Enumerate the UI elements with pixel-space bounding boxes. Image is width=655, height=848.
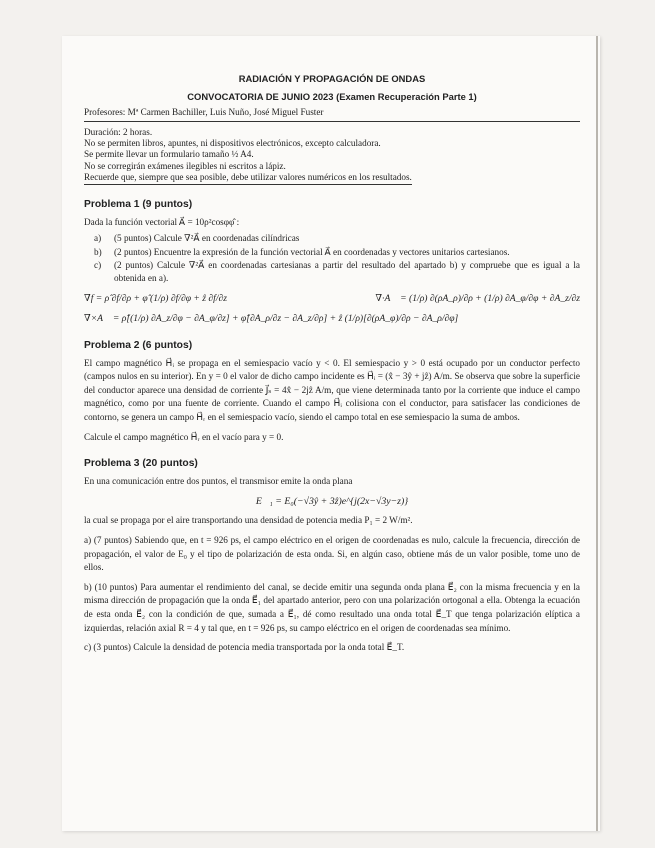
curl-formula: ∇×A⃗ = ρ̂[(1/ρ) ∂A_z/∂φ − ∂A_φ/∂z] + φ̂[∂A_ρ/∂z − ∂A_z/∂ρ] + ẑ (1/ρ)[∂(ρA_φ)/∂ρ − ∂A_ρ/∂φ] <box>84 312 459 324</box>
problem-1-heading: Problema 1 (9 puntos) <box>84 198 193 210</box>
problem-3-power: la cual se propaga por el aire transportando una densidad de potencia media P₁ = 2 W/m². <box>84 515 413 526</box>
problem-1-item-a <box>84 232 580 245</box>
problem-1-items <box>84 232 580 284</box>
formula-row <box>84 292 580 306</box>
problem-1-item-c <box>84 259 580 284</box>
problem-3-part-a: a) (7 puntos) Sabiendo que, en t = 926 ps, el campo eléctrico en el origen de coordenadas es nulo, calcule la frecuencia, dirección de propagación, el valor de E₀ y el tipo de polarización de esta onda. Si, en algún caso, obtiene más de un valor posible, tome uno de ellos. <box>84 534 580 573</box>
item-label: c) <box>94 260 102 271</box>
item-label: b) <box>94 246 102 257</box>
problem-1-intro: Dada la función vectorial A⃗ = 10ρ²cosφφ̂ : <box>84 216 240 227</box>
problem-1-item-b <box>84 246 580 259</box>
rule-formula-sheet: Se permite llevar un formulario tamaño ½ A4. <box>84 149 254 160</box>
problem-3-part-b: b) (10 puntos) Para aumentar el rendimiento del canal, se decide emitir una segunda onda plana E⃗₂ con la misma frecuencia y en la misma dirección de propagación que la onda E⃗₁ del apartado anterior, pero con una polarización ortogonal a ella. Obtenga la ecuación de esta onda E⃗₂ con la condición de que, sumada a E⃗₁, dé como resultado una onda total E⃗_T que tenga polarización elíptica a izquierdas, relación axial R = 4 y tal que, en t = 926 ps, su campo eléctrico en el origen de coordenadas sea mínimo. <box>84 581 580 633</box>
rule-materials: No se permiten libros, apuntes, ni dispositivos electrónicos, excepto calculadora. <box>84 138 381 148</box>
rule-numeric-values: Recuerde que, siempre que sea posible, debe utilizar valores numéricos en los resultados. <box>84 172 412 184</box>
item-text: (2 puntos) Calcule ∇²A⃗ en coordenadas cartesianas a partir del resultado del apartado b) y compruebe que es igual a la obtenida en a). <box>114 260 580 283</box>
item-text: (5 puntos) Calcule ∇²A⃗ en coordenadas cilíndricas <box>114 233 300 244</box>
problem-3-heading: Problema 3 (20 puntos) <box>84 458 198 470</box>
divergence-formula: ∇·A⃗ = (1/ρ) ∂(ρA_ρ)/∂ρ + (1/ρ) ∂A_φ/∂φ + ∂A_z/∂z <box>375 292 580 304</box>
problem-2-heading: Problema 2 (6 puntos) <box>84 339 193 351</box>
item-label: a) <box>94 233 102 244</box>
rule-legibility: No se corregirán exámenes ilegibles ni escritos a lápiz. <box>84 160 286 171</box>
problem-2-text: El campo magnético H⃗ᵢ se propaga en el semiespacio vacío y < 0. El semiespacio y > 0 está ocupado por un conductor perfecto (campos nulos en su interior). En y = 0 el valor de dicho campo incidente es H⃗ᵢ = (x̂ − 3ŷ + jẑ) A/m. Se observa que sobre la superficie del conductor aparece una densidad de corriente J⃗ₛ = 4x̂ − 2jẑ A/m, que viene determinada tanto por la corriente que induce el campo magnético, como por una fuente de corriente. Cuando el campo H⃗ᵢ colisiona con el conductor, para satisfacer las condiciones de contorno, se genera un campo H⃗ᵣ en el semiespacio vacío, siendo el campo total en ese semiespacio la suma de ambos. <box>84 357 580 422</box>
exam-page <box>62 36 600 831</box>
wave-equation: E⃗₁ = E₀(−√3ŷ + 3ẑ)e^{j(2x−√3y−z)} <box>255 495 409 507</box>
exam-subtitle: CONVOCATORIA DE JUNIO 2023 (Examen Recuperación Parte 1) <box>187 91 477 102</box>
exam-title: RADIACIÓN Y PROPAGACIÓN DE ONDAS <box>238 73 426 84</box>
exam-rules <box>84 127 580 185</box>
gradient-formula: ∇f = ρ̂ ∂f/∂ρ + φ̂ (1/ρ) ∂f/∂φ + ẑ ∂f/∂z <box>84 292 227 304</box>
rule-duration: Duración: 2 horas. <box>84 126 153 137</box>
problem-3-intro: En una comunicación entre dos puntos, el transmisor emite la onda plana <box>84 476 353 487</box>
problem-2-question: Calcule el campo magnético H⃗ᵣ en el vacío para y = 0. <box>84 431 284 442</box>
exam-content <box>84 72 580 655</box>
professors-line: Profesores: Mª Carmen Bachiller, Luis Nuño, José Miguel Fuster <box>84 106 580 122</box>
problem-3-part-c: c) (3 puntos) Calcule la densidad de potencia media transportada por la onda total E⃗_T. <box>84 642 405 653</box>
item-text: (2 puntos) Encuentre la expresión de la función vectorial A⃗ en coordenadas y vectores unitarios cartesianos. <box>114 246 510 257</box>
